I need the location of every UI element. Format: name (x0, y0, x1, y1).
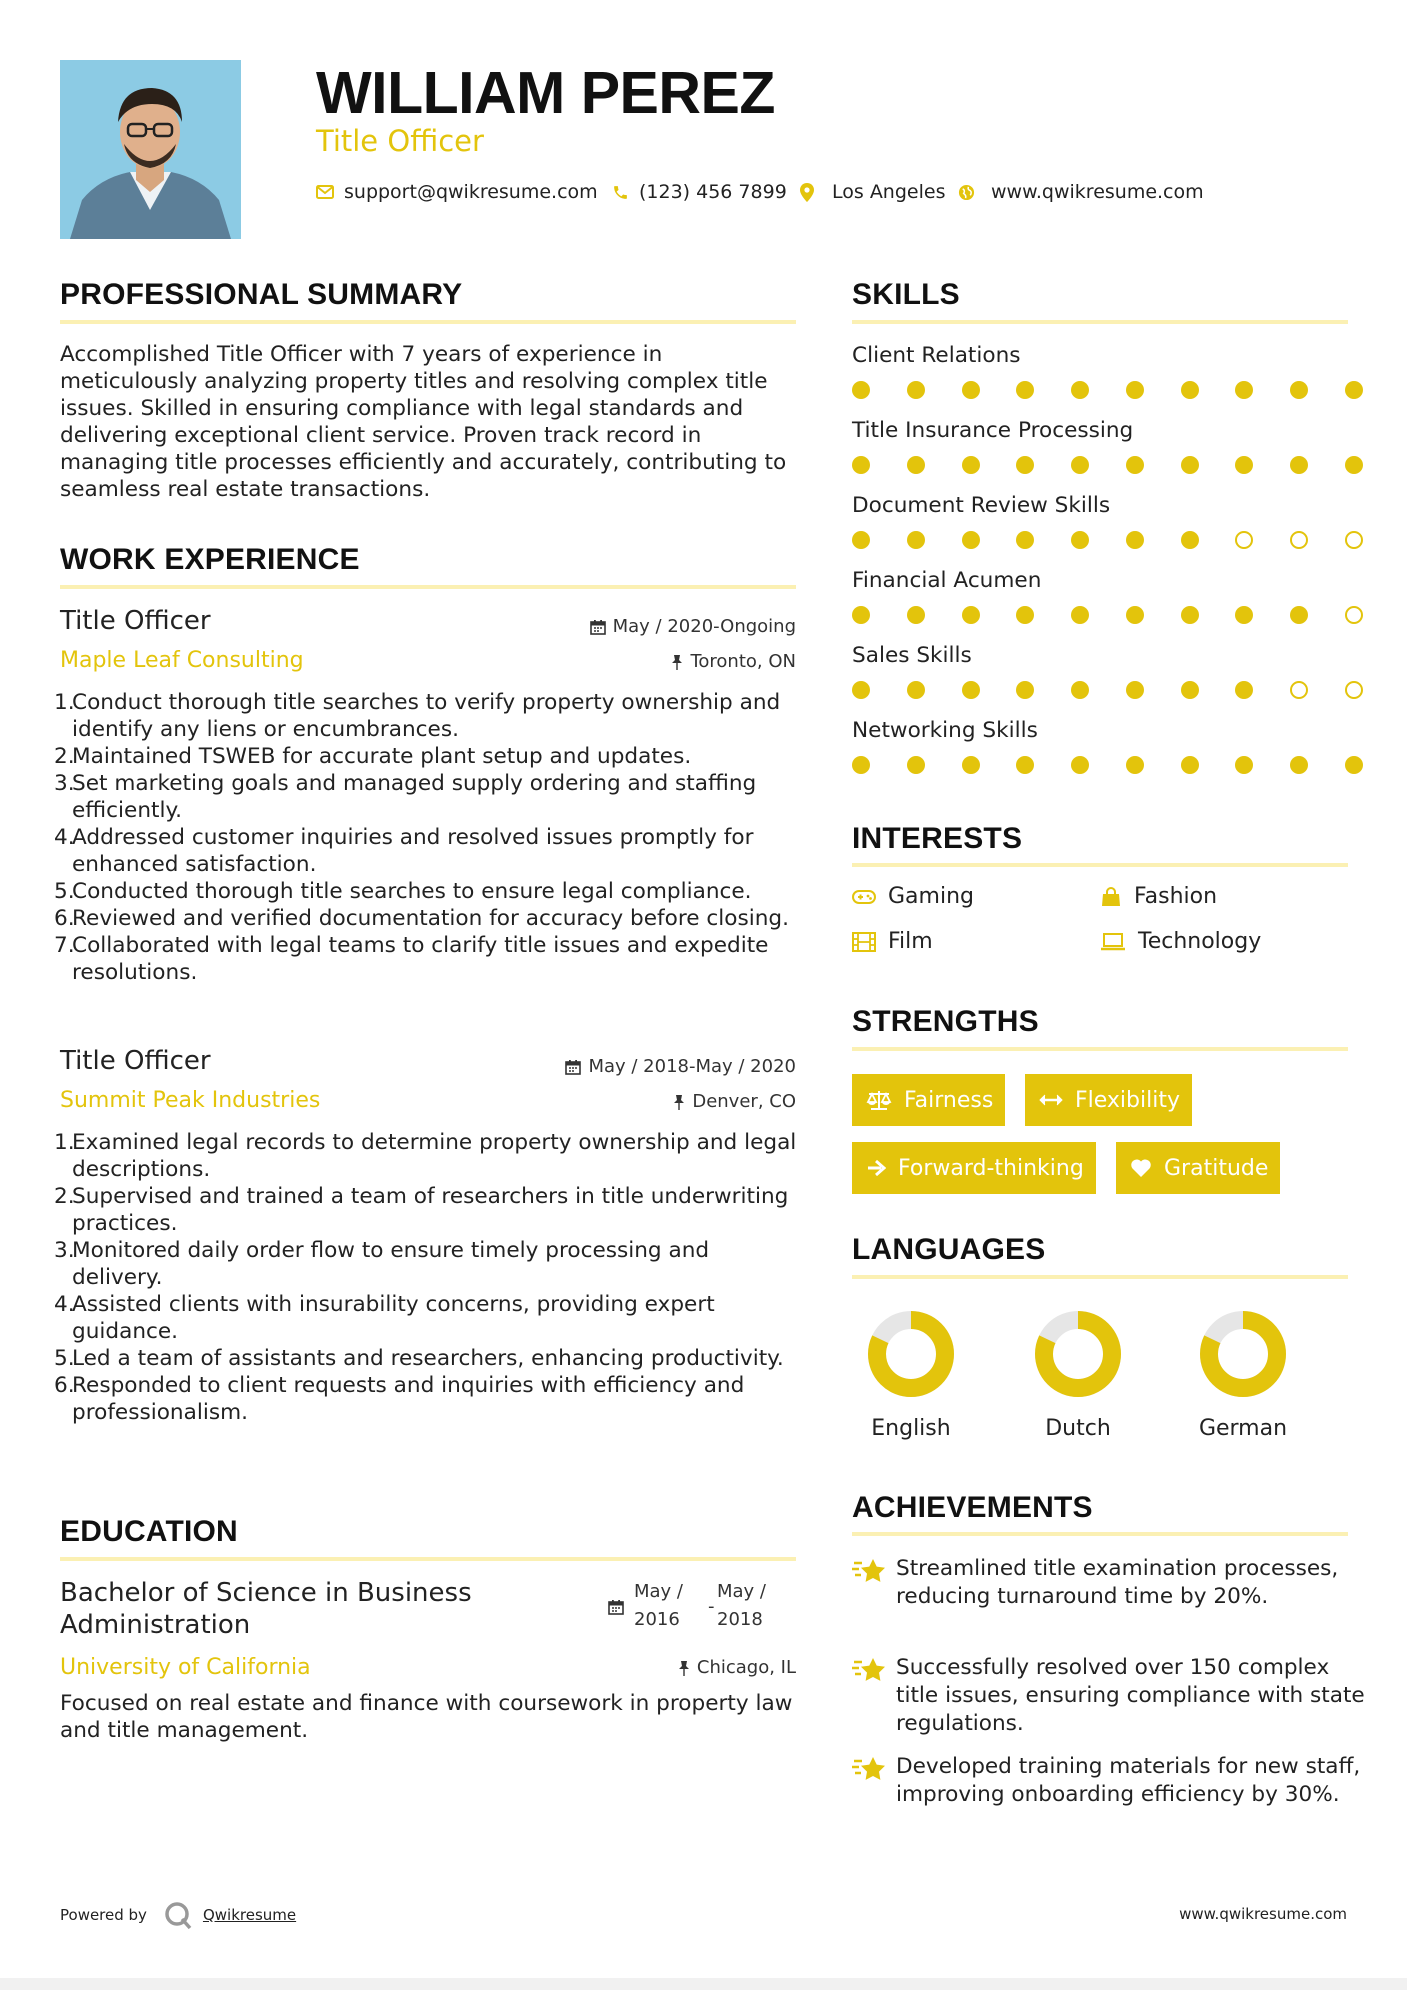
summary-divider (60, 320, 796, 324)
job-dates-text: May / 2018-May / 2020 (588, 1056, 796, 1077)
job-duties-list (54, 689, 804, 986)
contact-phone[interactable] (612, 181, 787, 203)
language-name: Dutch (1045, 1416, 1111, 1441)
calendar-icon (590, 619, 606, 635)
achievement-text: Streamlined title examination processes, reducing turnaround time by 20%. (896, 1556, 1339, 1609)
skill-dot-filled (1181, 381, 1199, 399)
list-item: 3. Monitored daily order flow to ensure timely processing and delivery. (54, 1238, 710, 1290)
interests-heading: INTERESTS (852, 822, 1023, 855)
list-item-text: Assisted clients with insurability concerns, providing expert guidance. (72, 1292, 715, 1344)
skill-dot-filled (1071, 381, 1089, 399)
skill-dot-filled (1290, 381, 1308, 399)
laptop-icon (1100, 933, 1126, 951)
skill-dot-filled (962, 456, 980, 474)
skill-name: Document Review Skills (852, 493, 1111, 518)
skill-dot-filled (1126, 456, 1144, 474)
education-start-year: 2016 (634, 1609, 680, 1630)
job-title: Title Officer (60, 1046, 211, 1076)
skill-dot-filled (852, 381, 870, 399)
skill-rating (852, 381, 1363, 399)
interest-label: Technology (1138, 929, 1262, 954)
skill-dot-filled (1126, 681, 1144, 699)
strengths-heading: STRENGTHS (852, 1005, 1039, 1038)
skill-dot-filled (962, 606, 980, 624)
skill-dot-filled (907, 756, 925, 774)
skill-dot-filled (1071, 681, 1089, 699)
education-heading: EDUCATION (60, 1515, 238, 1548)
skill-dot-filled (1345, 756, 1363, 774)
list-item-text: Led a team of assistants and researchers, enhancing productivity. (72, 1346, 784, 1371)
interest-label: Fashion (1134, 884, 1218, 909)
list-item-text: Supervised and trained a team of researchers in title underwriting practices. (72, 1184, 789, 1236)
qwikresume-logo-icon (163, 1900, 193, 1930)
job-duties-list (54, 1129, 804, 1426)
star-burst-icon (852, 1755, 886, 1783)
footer-powered-label: Powered by (60, 1906, 147, 1924)
skill-dot-filled (1290, 456, 1308, 474)
pushpin-icon (671, 654, 683, 670)
skill-dot-filled (1016, 756, 1034, 774)
education-divider (60, 1557, 796, 1561)
list-item-text: Addressed customer inquiries and resolved issues promptly for enhanced satisfaction. (72, 825, 754, 877)
job-location (673, 1091, 796, 1112)
skill-dot-filled (1235, 681, 1253, 699)
skill-dot-empty (1235, 531, 1253, 549)
skill-dot-filled (1016, 381, 1034, 399)
education-start-month: May / (634, 1581, 683, 1602)
job-company: Maple Leaf Consulting (60, 648, 304, 673)
list-item: 6. Reviewed and verified documentation for accuracy before closing. (54, 906, 789, 931)
language-ring (1200, 1311, 1286, 1397)
list-item-text: Examined legal records to determine property ownership and legal descriptions. (72, 1130, 797, 1182)
skill-name: Financial Acumen (852, 568, 1042, 593)
skills-divider (852, 320, 1348, 324)
skill-dot-filled (1016, 681, 1034, 699)
job-company: Summit Peak Industries (60, 1088, 321, 1113)
skill-name: Title Insurance Processing (852, 418, 1134, 443)
skill-dot-filled (962, 381, 980, 399)
list-item: 4. Addressed customer inquiries and resolved issues promptly for enhanced satisfaction. (54, 825, 754, 877)
skill-dot-filled (1290, 756, 1308, 774)
pushpin-icon (673, 1094, 685, 1110)
candidate-title: Title Officer (316, 124, 484, 158)
list-item: 3. Set marketing goals and managed supply ordering and staffing efficiently. (54, 771, 757, 823)
skill-rating (852, 606, 1363, 624)
skill-dot-empty (1290, 681, 1308, 699)
contact-website[interactable] (958, 181, 1204, 203)
strength-badge (1025, 1074, 1192, 1126)
experience-divider (60, 585, 796, 589)
skill-dot-filled (1181, 531, 1199, 549)
strength-label: Fairness (904, 1087, 994, 1113)
education-location-text: Chicago, IL (696, 1657, 796, 1678)
interest-item (1100, 884, 1217, 909)
strength-badge (852, 1142, 1096, 1194)
contact-location-text: Los Angeles (832, 181, 946, 203)
skill-dot-filled (907, 456, 925, 474)
job-dates (590, 616, 796, 637)
skill-dot-empty (1345, 681, 1363, 699)
skill-name: Sales Skills (852, 643, 972, 668)
interests-divider (852, 863, 1348, 867)
skill-dot-filled (1126, 381, 1144, 399)
skill-dot-filled (907, 681, 925, 699)
strength-label: Flexibility (1075, 1087, 1180, 1113)
skill-dot-filled (1181, 456, 1199, 474)
skill-dot-filled (1126, 756, 1144, 774)
job-dates (565, 1056, 796, 1077)
strength-badge (852, 1074, 1005, 1126)
skill-dot-filled (1126, 606, 1144, 624)
skills-heading: SKILLS (852, 278, 960, 311)
skill-dot-filled (1181, 681, 1199, 699)
profile-photo (60, 60, 241, 239)
language-name: German (1198, 1416, 1288, 1441)
summary-heading: PROFESSIONAL SUMMARY (60, 278, 463, 311)
shopping-bag-icon (1100, 887, 1122, 907)
balance-scale-icon (866, 1089, 892, 1111)
language-name: English (871, 1416, 951, 1441)
job-location-text: Toronto, ON (690, 651, 796, 672)
interest-item (852, 884, 974, 909)
portrait-image (60, 60, 241, 239)
experience-heading: WORK EXPERIENCE (60, 543, 360, 576)
interest-label: Film (888, 929, 933, 954)
achievements-heading: ACHIEVEMENTS (852, 1491, 1093, 1524)
skill-dot-filled (1071, 456, 1089, 474)
education-school: University of California (60, 1655, 311, 1680)
skill-dot-filled (1181, 756, 1199, 774)
contact-phone-text: (123) 456 7899 (639, 181, 787, 203)
star-burst-icon (852, 1557, 886, 1585)
list-item: 5. Conducted thorough title searches to ensure legal compliance. (54, 879, 752, 904)
skill-dot-filled (1290, 606, 1308, 624)
education-degree: Bachelor of Science in Business Administration (60, 1578, 472, 1640)
skill-dot-filled (1345, 456, 1363, 474)
interest-label: Gaming (888, 884, 974, 909)
contact-email-text: support@qwikresume.com (344, 181, 598, 203)
list-item-text: Maintained TSWEB for accurate plant setup and updates. (72, 744, 692, 769)
strengths-divider (852, 1047, 1348, 1051)
heart-icon (1130, 1158, 1152, 1178)
envelope-icon (316, 185, 334, 199)
education-end-month: May / (717, 1581, 766, 1602)
skill-dot-filled (1071, 531, 1089, 549)
footer-powered-by (60, 1900, 296, 1930)
skill-dot-empty (1345, 531, 1363, 549)
skill-dot-filled (852, 606, 870, 624)
skill-rating (852, 756, 1363, 774)
strength-label: Gratitude (1164, 1155, 1269, 1181)
list-item: 4. Assisted clients with insurability concerns, providing expert guidance. (54, 1292, 715, 1344)
skill-dot-filled (962, 681, 980, 699)
skill-dot-filled (852, 756, 870, 774)
education-description: Focused on real estate and finance with coursework in property law and title management. (60, 1691, 793, 1743)
film-icon (852, 932, 876, 952)
footer-brand-link[interactable]: Qwikresume (202, 1906, 297, 1924)
contact-location (800, 181, 945, 203)
globe-icon (958, 184, 975, 201)
job-dates-text: May / 2020-Ongoing (612, 616, 796, 637)
interest-item (1100, 929, 1261, 954)
contact-website-text: www.qwikresume.com (991, 181, 1204, 203)
footer-website[interactable]: www.qwikresume.com (1179, 1905, 1347, 1923)
list-item: 2. Supervised and trained a team of researchers in title underwriting practices. (54, 1184, 789, 1236)
list-item: 1. Conduct thorough title searches to verify property ownership and identify any liens or encumbrances. (54, 690, 781, 742)
skill-rating (852, 681, 1363, 699)
strength-badge (1116, 1142, 1280, 1194)
arrow-right-icon (866, 1159, 886, 1177)
list-item: 6. Responded to client requests and inquiries with efficiency and professionalism. (54, 1373, 745, 1425)
achievement-text: Developed training materials for new staff, improving onboarding efficiency by 30%. (896, 1754, 1361, 1807)
language-ring (868, 1311, 954, 1397)
skill-dot-filled (1345, 381, 1363, 399)
skill-dot-filled (1071, 756, 1089, 774)
map-marker-icon (800, 183, 814, 202)
skill-name: Networking Skills (852, 718, 1038, 743)
list-item-text: Monitored daily order flow to ensure timely processing and delivery. (72, 1238, 710, 1290)
list-item-text: Reviewed and verified documentation for accuracy before closing. (72, 906, 789, 931)
skill-name: Client Relations (852, 343, 1021, 368)
list-item-text: Responded to client requests and inquiries with efficiency and professionalism. (72, 1373, 745, 1425)
job-location-text: Denver, CO (692, 1091, 796, 1112)
skill-dot-filled (1126, 531, 1144, 549)
list-item-text: Conducted thorough title searches to ensure legal compliance. (72, 879, 752, 904)
job-location (671, 651, 796, 672)
education-location (678, 1657, 796, 1678)
skill-dot-filled (1071, 606, 1089, 624)
list-item-text: Set marketing goals and managed supply ordering and staffing efficiently. (72, 771, 757, 823)
education-date-separator: - (708, 1596, 715, 1617)
skill-dot-filled (1016, 606, 1034, 624)
star-burst-icon (852, 1656, 886, 1684)
skill-dot-filled (1235, 456, 1253, 474)
list-item-text: Collaborated with legal teams to clarify title issues and expedite resolutions. (72, 933, 769, 985)
list-item: 5. Led a team of assistants and researchers, enhancing productivity. (54, 1346, 784, 1371)
skill-dot-filled (907, 606, 925, 624)
skill-dot-filled (907, 381, 925, 399)
pushpin-icon (678, 1660, 690, 1676)
skill-dot-filled (1181, 606, 1199, 624)
skill-dot-filled (962, 756, 980, 774)
education-end-year: 2018 (717, 1609, 763, 1630)
skill-dot-filled (1235, 381, 1253, 399)
skill-dot-empty (1290, 531, 1308, 549)
list-item: 2. Maintained TSWEB for accurate plant setup and updates. (54, 744, 692, 769)
phone-icon (612, 184, 629, 201)
skill-dot-empty (1345, 606, 1363, 624)
skill-dot-filled (852, 456, 870, 474)
skill-dot-filled (852, 531, 870, 549)
contact-email[interactable] (316, 181, 598, 203)
achievements-divider (852, 1532, 1348, 1536)
summary-text: Accomplished Title Officer with 7 years of experience in meticulously analyzing property titles and resolving complex title issues. Skilled in ensuring compliance with legal standards and delivering exceptional client service. Proven track record in managing title processes efficiently and accurately, contributing to seamless real estate transactions. (60, 342, 787, 502)
gamepad-icon (852, 889, 876, 905)
languages-heading: LANGUAGES (852, 1233, 1046, 1266)
list-item-text: Conduct thorough title searches to verify property ownership and identify any liens or encumbrances. (72, 690, 781, 742)
skill-rating (852, 531, 1363, 549)
page-bottom-edge (0, 1978, 1407, 1990)
language-ring (1035, 1311, 1121, 1397)
strength-label: Forward-thinking (898, 1155, 1084, 1181)
skill-dot-filled (1235, 606, 1253, 624)
list-item: 1. Examined legal records to determine property ownership and legal descriptions. (54, 1130, 797, 1182)
interest-item (852, 929, 933, 954)
skill-dot-filled (1016, 531, 1034, 549)
job-title: Title Officer (60, 606, 211, 636)
skill-dot-filled (907, 531, 925, 549)
achievement-text: Successfully resolved over 150 complex title issues, ensuring compliance with state regulations. (896, 1655, 1365, 1736)
skill-dot-filled (852, 681, 870, 699)
candidate-name: WILLIAM PEREZ (316, 60, 775, 126)
languages-divider (852, 1275, 1348, 1279)
skill-rating (852, 456, 1363, 474)
calendar-icon (608, 1599, 624, 1615)
list-item: 7. Collaborated with legal teams to clarify title issues and expedite resolutions. (54, 933, 769, 985)
arrows-horizontal-icon (1039, 1093, 1063, 1107)
skill-dot-filled (962, 531, 980, 549)
skill-dot-filled (1235, 756, 1253, 774)
skill-dot-filled (1016, 456, 1034, 474)
calendar-icon (565, 1059, 581, 1075)
